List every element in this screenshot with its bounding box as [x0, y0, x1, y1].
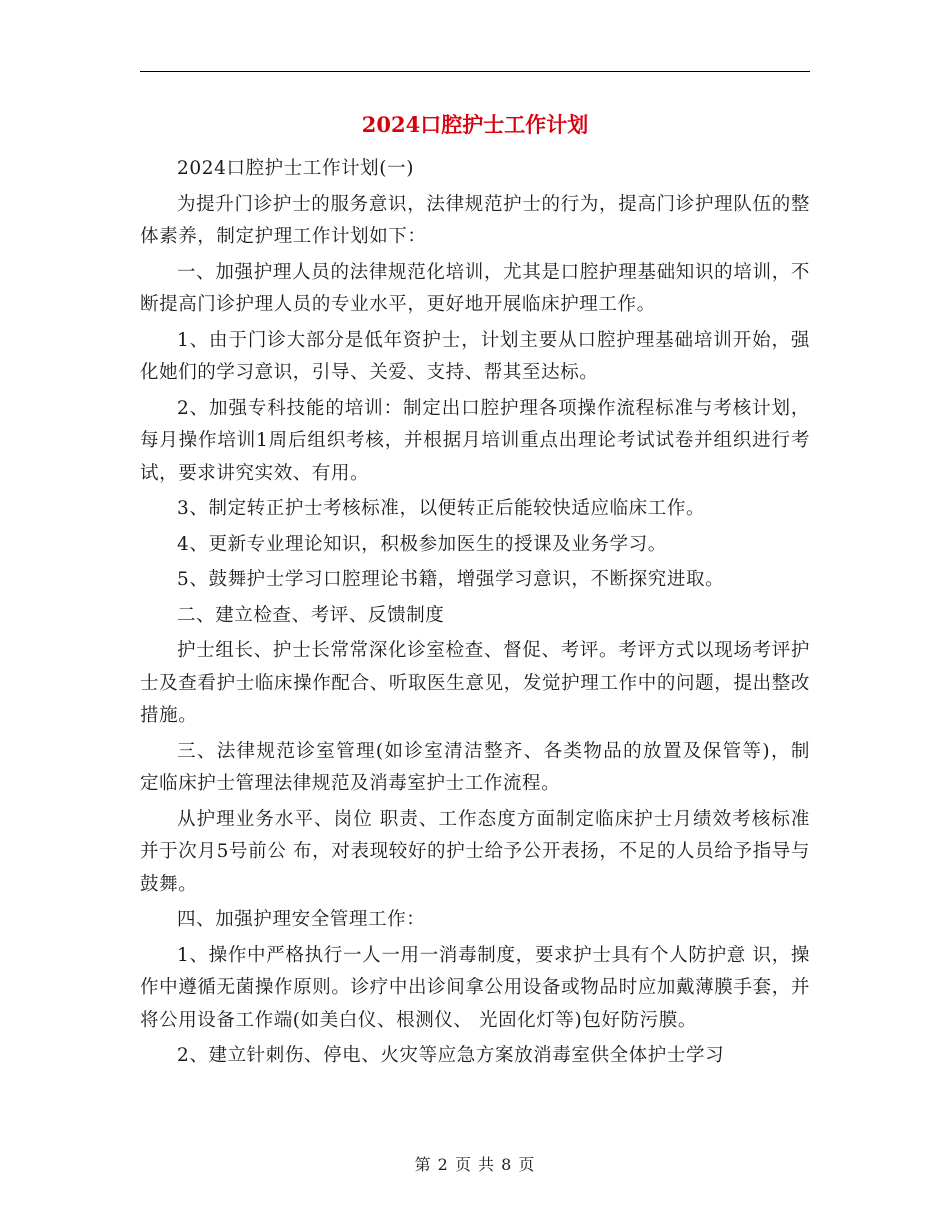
intro-paragraph: 为提升门诊护士的服务意识，法律规范护士的行为，提高门诊护理队伍的整体素养，制定护理工作计划如下：: [140, 193, 810, 247]
document-body: [140, 153, 810, 1076]
section-one-item-4: 4、更新专业理论知识，积极参加医生的授课及业务学习。: [177, 533, 667, 555]
subtitle-paragraph: 2024口腔护士工作计划(一): [177, 158, 415, 179]
section-two-heading: 二、建立检查、考评、反馈制度: [177, 604, 445, 626]
section-one-item-3: 3、制定转正护士考核标准，以便转正后能较快适应临床工作。: [177, 498, 706, 519]
header-rule: [140, 71, 810, 72]
page-number-footer: 第 2 页 共 8 页: [414, 1155, 536, 1174]
section-one-item-5: 5、鼓舞护士学习口腔理论书籍，增强学习意识，不断探究进取。: [177, 569, 725, 590]
section-one-heading: 一、加强护理人员的法律规范化培训，尤其是口腔护理基础知识的培训，不断提高门诊护理人员的专业水平，更好地开展临床护理工作。: [140, 261, 810, 315]
section-three-heading: 三、法律规范诊室管理(如诊室清洁整齐、各类物品的放置及保管等)，制 定临床护士管理法律规范及消毒室护士工作流程。: [140, 740, 810, 794]
section-one-item-2: 2、加强专科技能的培训：制定出口腔护理各项操作流程标准与考核计划，每月操作培训1周后组织考核，并根据月培训重点出理论考试试卷并组织进行考试，要求讲究实效、有用。: [140, 397, 810, 484]
section-four-heading: 四、加强护理安全管理工作：: [177, 909, 426, 930]
section-one-item-1: 1、由于门诊大部分是低年资护士，计划主要从口腔护理基础培训开始，强化她们的学习意识，引导、关爱、支持、帮其至达标。: [140, 329, 810, 383]
section-four-item-1: 1、操作中严格执行一人一用一消毒制度，要求护士具有个人防护意 识，操作中遵循无菌操作原则。诊疗中出诊间拿公用设备或物品时应加戴薄膜手套，并将公用设备工作端(如美白仪、根测仪、 光固化灯等)包好防污膜。: [140, 944, 810, 1031]
document-title: 2024口腔护士工作计划: [361, 112, 589, 137]
section-four-item-2: 2、建立针刺伤、停电、火灾等应急方案放消毒室供全体护士学习: [177, 1045, 725, 1066]
section-two-paragraph: 护士组长、护士长常常深化诊室检查、督促、考评。考评方式以现场考评护士及查看护士临床操作配合、听取医生意见，发觉护理工作中的问题，提出整改措施。: [140, 640, 810, 726]
section-three-paragraph: 从护理业务水平、岗位 职责、工作态度方面制定临床护士月绩效考核标准并于次月5号前公 布，对表现较好的护士给予公开表扬，不足的人员给予指导与鼓舞。: [140, 808, 810, 895]
